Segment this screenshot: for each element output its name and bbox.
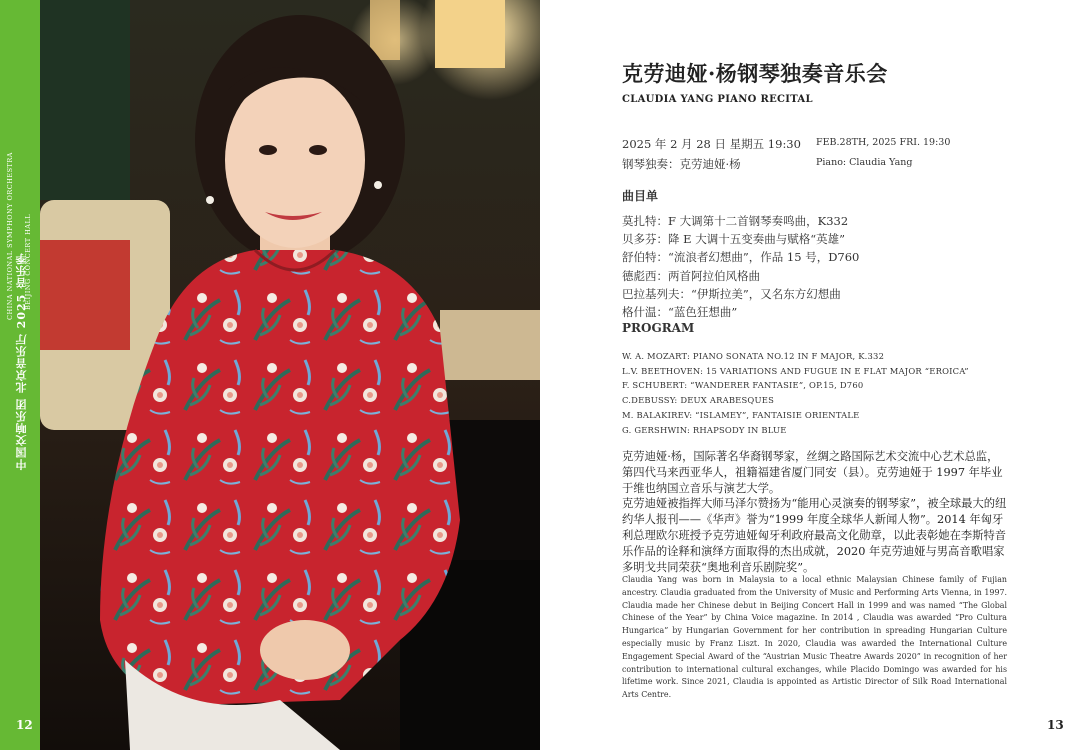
concert-title-cn: 克劳迪娅·杨钢琴独奏音乐会 xyxy=(622,61,888,86)
list-item: 舒伯特：“流浪者幻想曲”，作品 15 号，D760 xyxy=(622,250,860,265)
sidebar-vertical-en2: BEIJING CONCERT HALL xyxy=(24,213,32,310)
date-cn: 2025 年 2 月 28 日 星期五 19:30 xyxy=(622,137,801,151)
date-en: FEB.28TH, 2025 FRI. 19:30 xyxy=(816,137,951,148)
program-heading-cn: 曲目单 xyxy=(622,189,659,203)
program-heading-en: PROGRAM xyxy=(622,321,695,335)
bio-paragraph: 克劳迪娅·杨，国际著名华裔钢琴家，丝绸之路国际艺术交流中心艺术总监，第四代马来西亚华人，祖籍福建省厦门同安（县）。克劳迪娅于 1997 年毕业于维也纳国立音乐与演艺大学。 xyxy=(622,450,1003,495)
list-item: L.V. BEETHOVEN: 15 VARIATIONS AND FUGUE IN E FLAT MAJOR “EROICA” xyxy=(622,365,969,376)
list-item: 格什温：“蓝色狂想曲” xyxy=(622,305,738,320)
list-item: G. GERSHWIN: RHAPSODY IN BLUE xyxy=(622,424,787,435)
page-number-left: 12 xyxy=(16,718,33,732)
list-item: 莫扎特：F 大调第十二首钢琴奏鸣曲，K332 xyxy=(622,214,849,228)
bio-paragraph: 克劳迪娅被指挥大师马泽尔赞扬为“能用心灵演奏的钢琴家”，被全球最大的纽约华人报刊——《华声》誉为“1999 年度全球华人新闻人物”。2014 年匈牙利总理欧尔班授予克劳迪娅匈牙利政府最高文化勋章，以此表彰她在李斯特音乐作品的诠释和演绎方面取得的杰出成就，2020 年克劳迪娅与男高音歌唱家多明戈共同荣获“奥地利音乐剧院奖”。 xyxy=(622,497,1007,574)
performer-en: Piano: Claudia Yang xyxy=(816,157,913,168)
concert-title-en: CLAUDIA YANG PIANO RECITAL xyxy=(622,94,813,105)
performer-cn: 钢琴独奏：克劳迪娅·杨 xyxy=(622,157,741,171)
green-sidebar xyxy=(0,0,40,750)
sidebar-vertical-en: CHINA NATIONAL SYMPHONY ORCHESTRA xyxy=(6,152,14,320)
list-item: C.DEBUSSY: DEUX ARABESQUES xyxy=(622,395,775,406)
portrait-illustration xyxy=(40,0,540,750)
program-list-cn xyxy=(622,212,859,321)
biography-en: Claudia Yang was born in Malaysia to a local ethnic Malaysian Chinese family of Fujian ancestry. Claudia graduated from the University of Music and Performing Arts Vienna, in 1997. Claudia made her Chinese debut in Beijing Concert Hall in 1999 and was named “The Global Chinese of the Year” by China Voice magazine. In 2014 , Claudia was awarded “Pro Cultura Hungarica” by Hungarian Government for her contribution in spreading Hungarian Culture especially music by Franz Liszt. In 2020, Claudia was awarded the International Culture Engagement Special Award of the “Austrian Music Theatre Awards 2020” in recognition of her contribution to international cultural exchanges, while Placido Domingo was awarded for his lifetime work. Since 2021, Claudia is appointed as Artistic Director of Silk Road International Arts Centre. xyxy=(622,575,1007,700)
pianist-photo xyxy=(40,0,540,750)
list-item: W. A. MOZART: PIANO SONATA NO.12 IN F MAJOR, K.332 xyxy=(622,351,885,361)
list-item: F. SCHUBERT: “WANDERER FANTASIE”, OP.15, D760 xyxy=(622,380,864,391)
program-page xyxy=(540,0,1080,750)
list-item: 巴拉基列夫：“伊斯拉美”，又名东方幻想曲 xyxy=(622,286,841,301)
biography-cn xyxy=(622,449,1008,575)
program-list-en xyxy=(622,349,969,437)
page-number-right: 13 xyxy=(1047,718,1064,732)
sidebar-vertical-cn: 中国交响乐团 北京音乐厅 2025 音乐季 xyxy=(15,252,28,470)
list-item: 贝多芬：降 E 大调十五变奏曲与赋格“英雄” xyxy=(622,232,845,247)
list-item: M. BALAKIREV: “ISLAMEY”, FANTAISIE ORIENTALE xyxy=(622,409,860,420)
list-item: 德彪西：两首阿拉伯风格曲 xyxy=(622,268,760,283)
